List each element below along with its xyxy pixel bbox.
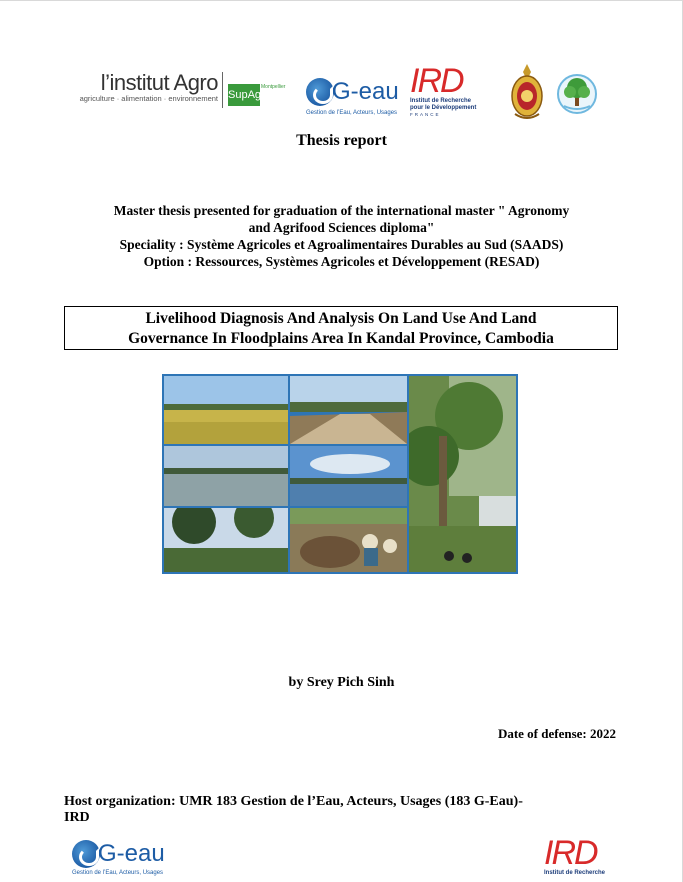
tree-logo-icon: [556, 68, 598, 120]
royal-seal-icon: [507, 62, 547, 122]
geau-sub: Gestion de l’Eau, Acteurs, Usages: [306, 110, 398, 116]
footer-ird-sub: Institut de Recherche: [544, 870, 606, 876]
institut-agro-tagline: agriculture · alimentation · environnement: [79, 94, 218, 103]
supagro-name: SupAgro: [228, 84, 260, 106]
trees-riverbank-photo: [409, 376, 516, 572]
option-line: Option : Ressources, Systèmes Agricoles et Développement (RESAD): [143, 254, 540, 269]
supagro-logo: [228, 84, 286, 106]
rice-field-photo: [164, 376, 288, 444]
author: by Srey Pich Sinh: [288, 675, 395, 690]
farmers-harvest-photo: [290, 508, 407, 572]
ird-name: IRD: [410, 62, 463, 100]
master-info: [50, 202, 633, 270]
master-line-1: Master thesis presented for graduation of the international master " Agronomy: [113, 203, 570, 218]
title-line-1: Livelihood Diagnosis And Analysis On Land Use And Land: [145, 310, 537, 327]
ird-country: FRANCE: [410, 112, 441, 117]
footer-geau-logo: [72, 838, 172, 882]
geau-mark-icon: [306, 78, 334, 106]
flooded-field-photo: [290, 446, 407, 506]
institut-agro-logo: [66, 72, 218, 104]
dirt-road-photo: [290, 376, 407, 444]
footer-geau-sub: Gestion de l’Eau, Acteurs, Usages: [72, 870, 164, 876]
geau-name: G-eau: [332, 78, 399, 105]
footer-geau-mark-icon: [72, 840, 100, 868]
ird-sub2: pour le Développement: [410, 105, 477, 111]
logo-row: [66, 62, 606, 128]
thesis-title-box: [64, 306, 618, 350]
geau-logo: [306, 74, 404, 122]
host-line-1: Host organization: UMR 183 Gestion de l’Eau, Acteurs, Usages (183 G-Eau)-: [64, 794, 523, 809]
supagro-sub: Montpellier: [261, 84, 286, 90]
ird-logo: [410, 64, 488, 124]
footer-geau-name: G-eau: [98, 840, 165, 867]
document-heading: Thesis report: [296, 132, 387, 149]
photo-collage: [162, 374, 518, 574]
date-of-defense: Date of defense: 2022: [497, 726, 616, 741]
master-line-2: and Agrifood Sciences diploma": [248, 220, 435, 235]
host-line-2: IRD: [64, 810, 90, 825]
logo-divider: [222, 72, 223, 108]
floodplain-lake-photo: [164, 446, 288, 506]
footer-ird-logo: [544, 836, 624, 882]
trees-sky-photo: [164, 508, 288, 572]
ird-sub1: Institut de Recherche: [410, 98, 472, 104]
page-border-top: [0, 0, 683, 1]
institut-agro-name: l’institut Agro: [100, 70, 218, 95]
title-line-2: Governance In Floodplains Area In Kandal Province, Cambodia: [128, 330, 554, 347]
speciality-line: Speciality : Système Agricoles et Agroalimentaires Durables au Sud (SAADS): [119, 237, 564, 252]
footer-ird-name: IRD: [544, 834, 597, 872]
host-organization: [64, 794, 624, 826]
